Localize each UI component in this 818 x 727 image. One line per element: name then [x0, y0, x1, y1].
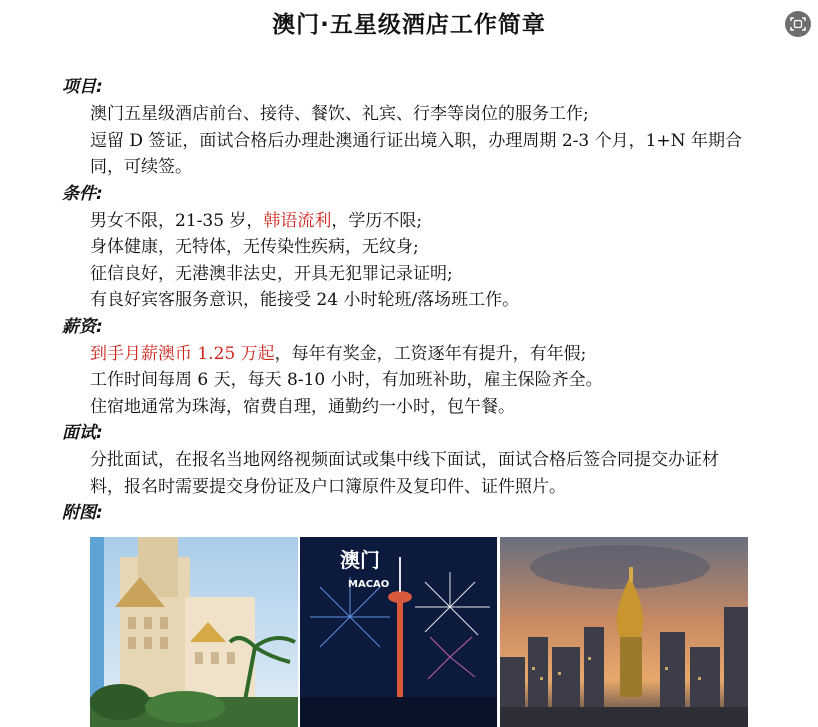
- salary-highlight: 到手月薪澳币 1.25 万起: [90, 343, 275, 364]
- conditions-line: 有良好宾客服务意识，能接受 24 小时轮班/落场班工作。: [90, 290, 520, 310]
- section-heading-salary: 薪资:: [62, 316, 103, 337]
- language-requirement-highlight: 韩语流利: [263, 210, 332, 231]
- section-heading-project: 项目:: [62, 77, 103, 97]
- conditions-line: [62, 208, 762, 235]
- job-description: [62, 74, 762, 527]
- attached-photos: [90, 537, 748, 727]
- conditions-text: 男女不限，21-35 岁，: [90, 210, 264, 231]
- hotel-photo: [90, 537, 298, 727]
- ai-scan-icon: [790, 16, 806, 32]
- skyline-photo: [500, 537, 748, 727]
- page-title: 澳门·五星级酒店工作简章: [272, 12, 546, 38]
- salary-text: ，每年有奖金，工资逐年有提升，有年假;: [274, 343, 587, 364]
- salary-line: 工作时间每周 6 天，每天 8-10 小时，有加班补助，雇主保险齐全。: [90, 370, 603, 390]
- project-line: 逗留 D 签证，面试合格后办理赴澳通行证出境入职，办理周期 2-3 个月，1+N 年期合同，可续签。: [90, 130, 742, 177]
- section-heading-interview: 面试:: [62, 423, 103, 443]
- conditions-line: 身体健康，无特体，无传染性疾病，无纹身;: [90, 237, 419, 257]
- section-heading-attachments: 附图:: [62, 503, 103, 523]
- photo-caption-macao: MACAO: [348, 579, 390, 590]
- conditions-line: 征信良好，无港澳非法史，开具无犯罪记录证明;: [90, 263, 453, 284]
- ai-scan-button[interactable]: [785, 11, 811, 37]
- macau-tower-photo: [300, 537, 497, 727]
- photo-caption-macau: 澳门: [340, 548, 380, 572]
- project-line: 澳门五星级酒店前台、接待、餐饮、礼宾、行李等岗位的服务工作;: [90, 104, 589, 124]
- interview-text: 分批面试，在报名当地网络视频面试或集中线下面试，面试合格后签合同提交办证材料，报名时需要提交身份证及户口簿原件及复印件、证件照片。: [90, 450, 719, 497]
- salary-line: [62, 341, 762, 368]
- section-heading-conditions: 条件:: [62, 183, 103, 204]
- salary-line: 住宿地通常为珠海，宿费自理，通勤约一小时，包午餐。: [90, 396, 515, 417]
- conditions-text: ，学历不限;: [331, 210, 423, 231]
